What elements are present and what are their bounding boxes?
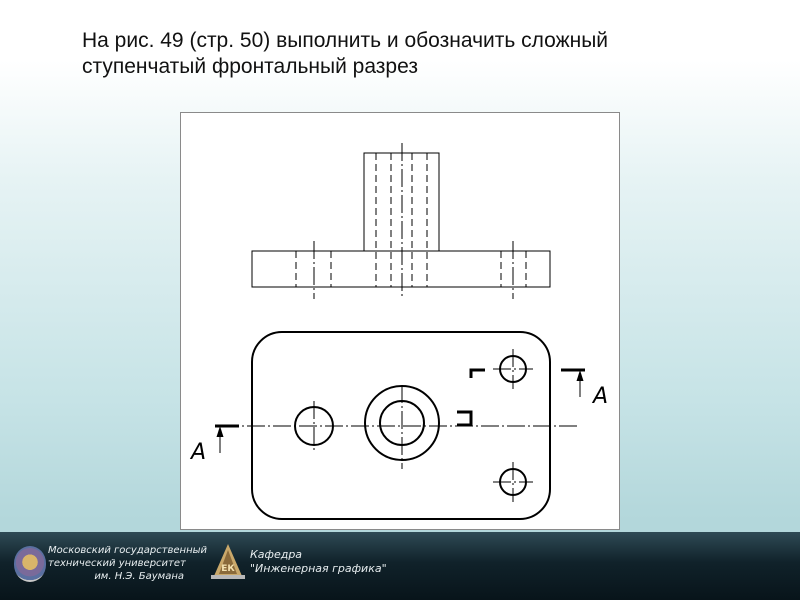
section-label-left: A — [191, 440, 207, 465]
section-right-arrowhead — [577, 370, 584, 381]
university-line-3: им. Н.Э. Баумана — [94, 571, 184, 582]
department-name — [250, 548, 450, 576]
section-left-arrowhead — [217, 426, 224, 437]
university-name — [48, 544, 208, 583]
department-line-1: Кафедра — [250, 548, 303, 561]
section-label-right: A — [593, 384, 609, 409]
university-line-1: Московский государственный — [48, 545, 208, 556]
top-view-plate-outline — [252, 332, 550, 519]
top-view — [221, 332, 577, 519]
university-line-2: технический университет — [48, 558, 186, 569]
university-emblem-icon — [14, 546, 46, 582]
department-logo-letters: ЕК — [221, 564, 235, 574]
department-logo-icon — [208, 542, 248, 582]
section-step-mark-lower — [457, 412, 471, 425]
technical-drawing-frame — [180, 112, 620, 530]
front-view — [252, 143, 550, 299]
front-view-base-plate — [252, 251, 550, 287]
slide-title-line-1: На рис. 49 (стр. 50) выполнить и обозначить сложный — [82, 29, 609, 52]
slide-title — [82, 28, 722, 80]
technical-drawing — [181, 113, 621, 531]
footer-bar — [0, 532, 800, 600]
department-line-2: "Инженерная графика" — [250, 562, 387, 575]
section-step-mark-upper — [471, 370, 485, 378]
slide-title-line-2: ступенчатый фронтальный разрез — [82, 55, 418, 78]
